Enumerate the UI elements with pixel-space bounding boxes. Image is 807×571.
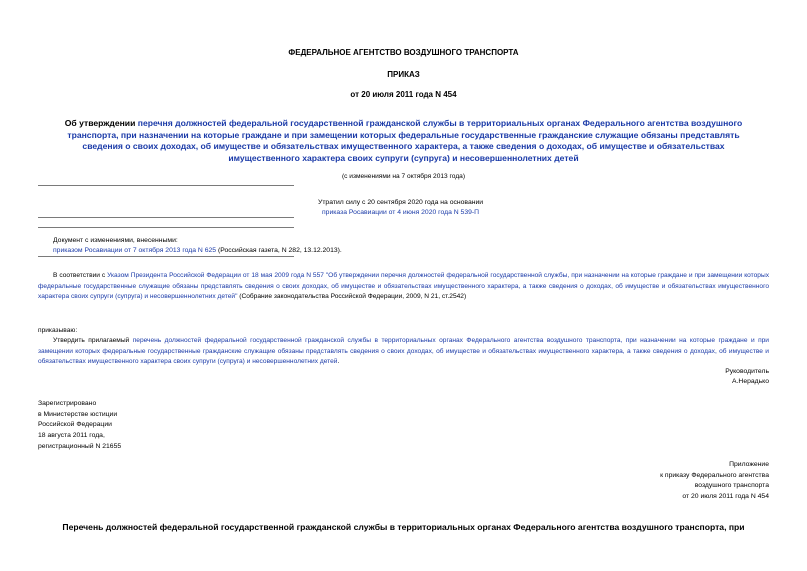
- approve-suffix: .: [337, 358, 340, 366]
- order-date: от 20 июля 2011 года N 454: [350, 90, 457, 99]
- divider-rule: [38, 185, 294, 186]
- decree-link[interactable]: Указом Президента Российской Федерации от 18 мая 2009 года N 557 "Об утверждении перечня должностей федеральной государственной службы, при назначении на которые граждане и при замещении которых федеральные государственные служащие обязаны представлять сведения о своих доходах, об имуществе и обязательствах имущественного характера, а также сведения о доходах, об имуществе и обязательствах имущественного характера своих супруги (супруга) и несовершеннолетних детей": [38, 272, 769, 301]
- registration-line: 18 августа 2011 года,: [38, 432, 105, 440]
- changes-note: (с изменениями на 7 октября 2013 года): [341, 173, 466, 180]
- registration-line: Российской Федерации: [38, 421, 112, 429]
- divider-rule: [38, 217, 294, 218]
- divider-rule: [38, 256, 294, 257]
- basis-suffix: (Собрание законодательства Российской Федерации, 2009, N 21, ст.2542): [237, 293, 467, 301]
- title-prefix: Об утверждении: [64, 118, 138, 128]
- lost-force-link[interactable]: приказа Росавиации от 4 июня 2020 года N 539-П: [322, 208, 480, 216]
- signer-block: [725, 367, 769, 387]
- appendix-line: к приказу Федерального агентства: [660, 471, 769, 479]
- signer-role: Руководитель: [725, 368, 769, 375]
- document-changes-text: Документ с изменениями, внесенными:: [53, 237, 178, 244]
- title-link[interactable]: перечня должностей федеральной государственной гражданской службы в территориальных органах Федерального агентства воздушного транспорта, при назначении на которые граждане и при замещении которых федеральные государственные гражданские служащие обязаны представлять сведения о своих доходах, об имуществе и обязательствах имущественного характера, а также сведения о доходах, об имуществе и обязательствах имущественного характера своих супруги (супруга) и несовершеннолетних детей: [67, 118, 743, 164]
- signer-name: А.Нерадько: [731, 377, 769, 385]
- document-changes-link[interactable]: приказом Росавиации от 7 октября 2013 года N 625: [53, 246, 217, 254]
- approve-paragraph: [38, 336, 769, 368]
- appendix-line: воздушного транспорта: [694, 482, 769, 490]
- appendix-line: от 20 июля 2011 года N 454: [682, 493, 769, 501]
- lost-force-text: Утратил силу с 20 сентября 2020 года на основании: [318, 199, 484, 206]
- registration-block: [38, 399, 121, 453]
- appendix-line: Приложение: [729, 461, 769, 468]
- list-title: Перечень должностей федеральной государственной гражданской службы в территориальных органах Федерального агентства воздушного транспорта, при: [62, 522, 745, 532]
- order-title: [48, 118, 759, 165]
- agency-heading: ФЕДЕРАЛЬНОЕ АГЕНТСТВО ВОЗДУШНОГО ТРАНСПОРТА: [288, 48, 519, 57]
- document-changes-suffix: (Российская газета, N 282, 13.12.2013).: [216, 246, 342, 254]
- orders-word: приказываю:: [38, 327, 78, 334]
- basis-paragraph: [38, 271, 769, 303]
- document-changes: [53, 236, 453, 256]
- lost-force-note: [318, 198, 588, 218]
- divider-rule: [38, 227, 294, 228]
- registration-line: в Министерстве юстиции: [38, 410, 118, 418]
- registration-line: Зарегистрировано: [38, 400, 97, 407]
- approve-prefix: Утвердить прилагаемый: [53, 337, 133, 344]
- appendix-block: [660, 460, 769, 503]
- approved-list-link[interactable]: перечень должностей федеральной государственной гражданской службы в территориальных органах Федерального агентства воздушного транспорта, при назначении на которые граждане и при замещении которых федеральные государственные гражданские служащие обязаны представлять сведения о своих доходах, об имуществе и обязательствах имущественного характера, а также сведения о доходах, об имуществе и обязательствах имущественного характера своих супруги (супруга) и несовершеннолетних детей: [38, 337, 769, 366]
- order-heading: ПРИКАЗ: [387, 70, 420, 79]
- registration-line: регистрационный N 21655: [38, 442, 122, 450]
- basis-prefix: В соответствии с: [53, 272, 108, 279]
